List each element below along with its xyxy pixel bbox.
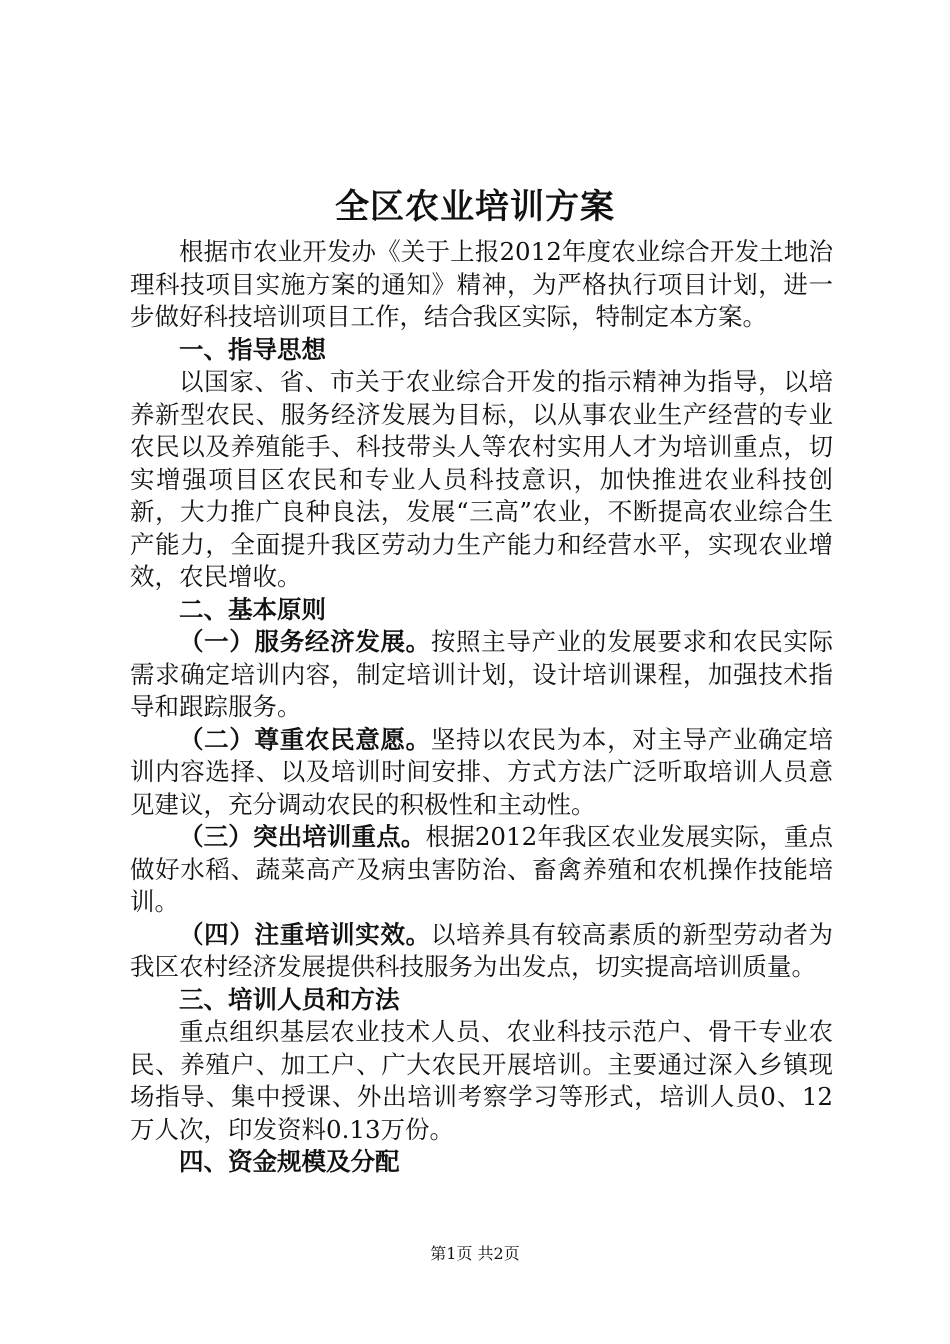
section-heading-basic-principles: 二、基本原则 — [179, 594, 326, 624]
section-heading-guiding-ideology: 一、指导思想 — [179, 334, 326, 364]
page-footer: 第1页 共2页 — [430, 1244, 520, 1263]
document-title: 全区农业培训方案 — [335, 187, 615, 227]
section-heading-trainees-and-methods: 三、培训人员和方法 — [179, 984, 400, 1014]
principle-paragraph — [130, 919, 833, 984]
section-paragraph-guiding-ideology: 以国家、省、市关于农业综合开发的指示精神为指导，以培养新型农民、服务经济发展为目标，以从事农业生产经营的专业农民以及养殖能手、科技带头人等农村实用人才为培训重点，切实增强项目区农民和专业人员科技意识，加快推进农业科技创新，大力推广良种良法，发展“三高”农业，不断提高农业综合生产能力，全面提升我区劳动力生产能力和经营水平，实现农业增效，农民增收。 — [130, 367, 833, 591]
intro-paragraph: 根据市农业开发办《关于上报2012年度农业综合开发土地治理科技项目实施方案的通知》精神，为严格执行项目计划，进一步做好科技培训项目工作，结合我区实际，特制定本方案。 — [130, 237, 833, 331]
principle-paragraph — [130, 626, 833, 724]
section-heading-funding: 四、资金规模及分配 — [179, 1147, 400, 1176]
principle-lead: （一）服务经济发展。 — [179, 627, 431, 656]
principle-lead: （二）尊重农民意愿。 — [179, 724, 431, 754]
principle-paragraph — [130, 724, 833, 822]
principle-text: 按照主导产业的发展要求和农民实际需求确定培训内容，制定培训计划，设计培训课程，加强技术指导和跟踪服务。 — [130, 627, 834, 721]
principle-lead: （四）注重培训实效。 — [179, 919, 431, 949]
principle-text: 坚持以农民为本，对主导产业确定培训内容选择、以及培训时间安排、方式方法广泛听取培训人员意见建议，充分调动农民的积极性和主动性。 — [130, 724, 834, 819]
section-paragraph-trainees-and-methods: 重点组织基层农业技术人员、农业科技示范户、骨干专业农民、养殖户、加工户、广大农民开展培训。主要通过深入乡镇现场指导、集中授课、外出培训考察学习等形式，培训人员0、12万人次，印发资料0.13万份。 — [130, 1017, 833, 1144]
principle-paragraph — [130, 821, 833, 919]
principle-text: 根据2012年我区农业发展实际，重点做好水稻、蔬菜高产及病虫害防治、畜禽养殖和农机操作技能培训。 — [130, 822, 834, 916]
principle-text: 以培养具有较高素质的新型劳动者为我区农村经济发展提供科技服务为出发点，切实提高培训质量。 — [130, 919, 834, 981]
principle-lead: （三）突出培训重点。 — [179, 822, 426, 851]
document-body — [130, 236, 833, 1179]
